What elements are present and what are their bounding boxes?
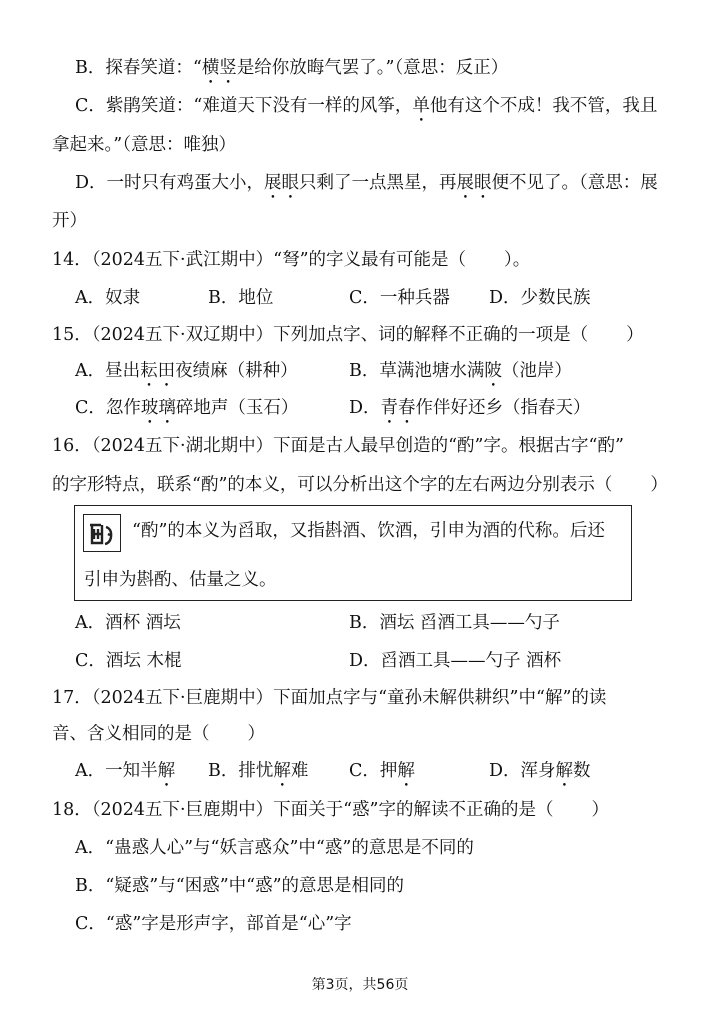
q14-option-c[interactable]: C．一种兵器 — [349, 288, 450, 308]
q14-stem-tail: ）。 — [504, 250, 531, 270]
q15-c-tail: 碎地声（玉石） — [175, 398, 299, 418]
q16-box-line1: “酌”的本义为舀取，又指斟酒、饮酒，引申为酒的代称。后还 — [132, 521, 605, 541]
q13-c-tail: 他有这个不成！我不管，我且 — [429, 96, 658, 116]
q16-option-c[interactable]: C．酒坛 木棍 — [75, 651, 182, 671]
q14-stem — [52, 248, 530, 272]
q13-option-d-line2: 开） — [52, 211, 87, 231]
q15-stem — [52, 323, 644, 347]
q18-stem — [52, 798, 609, 822]
q16-box-line2: 引申为斟酌、估量之义。 — [84, 570, 277, 590]
q17-stem-tail: ） — [247, 724, 265, 744]
q13-d-dotted-2: 展眼 — [456, 173, 492, 193]
q13-c-text: C．紫鹃笑道：“难道天下没有一样的风筝， — [75, 96, 413, 116]
q16-option-d[interactable]: D．舀酒工具——勺子 酒杯 — [349, 651, 562, 671]
q16-stem-line1: 16．（2024五下·湖北期中）下面是古人最早创造的“酌”字。根据古字“酌” — [52, 436, 624, 456]
q13-d-mid: 只剩了一点黑星，再 — [299, 173, 457, 193]
q17-b-text: B．排忧 — [208, 761, 274, 781]
q15-option-d[interactable] — [349, 396, 591, 428]
q18-option-b[interactable]: B．“疑惑”与“困惑”中“惑”的意思是相同的 — [75, 876, 405, 896]
q15-d-tail: 作伴好还乡（指春天） — [415, 398, 591, 418]
q18-option-c[interactable]: C．“惑”字是形声字，部首是“心”字 — [75, 914, 352, 934]
q13-option-c — [75, 94, 657, 126]
q14-option-d[interactable]: D．少数民族 — [489, 288, 591, 308]
q15-option-a[interactable] — [75, 359, 298, 391]
q13-b-tail: 是给你放晦气罢了。”（意思：反正） — [236, 58, 509, 78]
q17-stem-line2 — [52, 722, 265, 746]
q15-option-c[interactable] — [75, 396, 298, 428]
q15-c-dotted: 玻璃 — [140, 398, 176, 418]
q15-d-dotted: 青春 — [380, 398, 416, 418]
q17-d-tail: 数 — [573, 761, 591, 781]
q17-b-tail: 难 — [290, 761, 309, 781]
q15-option-b[interactable] — [349, 359, 572, 391]
q16-option-a[interactable]: A．酒杯 酒坛 — [75, 613, 181, 633]
q13-b-dotted: 横竖 — [201, 58, 237, 78]
q18-stem-text: 18．（2024五下·巨鹿期中）下面关于“惑”字的解读不正确的是（ — [52, 800, 554, 820]
q17-c-text: C．押 — [349, 761, 398, 781]
ancient-zhuo-glyph-icon — [83, 514, 121, 552]
q16-stem-text: 的字形特点，联系“酌”的本义，可以分析出这个字的左右两边分别表示（ — [52, 475, 613, 495]
q17-d-text: D．浑身 — [489, 761, 556, 781]
q16-option-b[interactable]: B．酒坛 舀酒工具——勺子 — [349, 613, 560, 633]
q15-b-tail: （池岸） — [501, 361, 572, 381]
q15-a-tail: 夜绩麻（耕种） — [175, 361, 298, 381]
q15-stem-tail: ） — [626, 325, 644, 345]
q18-stem-tail: ） — [591, 800, 610, 820]
q17-a-dotted: 解 — [157, 761, 176, 781]
q17-option-a[interactable] — [75, 759, 175, 791]
page-number-footer: 第3页，共56页 — [311, 977, 409, 993]
q17-option-d[interactable] — [489, 759, 591, 791]
q16-stem-line2 — [52, 473, 668, 497]
q17-option-c[interactable] — [349, 759, 415, 791]
q15-b-dotted: 陂 — [484, 361, 502, 381]
q13-d-text: D．一时只有鸡蛋大小， — [75, 173, 265, 193]
q17-b-dotted: 解 — [273, 761, 291, 781]
q17-option-b[interactable] — [208, 759, 308, 791]
q15-c-text: C．忽作 — [75, 398, 141, 418]
q17-stem-text: 音、含义相同的是（ — [52, 724, 210, 744]
q17-stem-line1: 17．（2024五下·巨鹿期中）下面加点字与“童孙未解供耕织”中“解”的读 — [52, 688, 607, 708]
q17-d-dotted: 解 — [555, 761, 574, 781]
q15-d-text: D． — [349, 398, 381, 418]
q16-stem-tail: ） — [650, 475, 668, 495]
q13-d-tail: 便不见了。（意思：展 — [491, 173, 658, 193]
q13-option-c-line2: 拿起来。”（意思：唯独） — [52, 135, 236, 155]
q17-c-dotted: 解 — [397, 761, 415, 781]
q14-stem-text: 14．（2024五下·武江期中）“弩”的字义最有可能是（ — [52, 250, 467, 270]
q16-info-box — [74, 505, 632, 601]
q14-option-b[interactable]: B．地位 — [208, 288, 274, 308]
q15-stem-text: 15．（2024五下·双辽期中）下列加点字、词的解释不正确的一项是（ — [52, 325, 589, 345]
q18-option-a[interactable]: A．“蛊惑人心”与“妖言惑众”中“惑”的意思是不同的 — [75, 838, 474, 858]
q14-option-a[interactable]: A．奴隶 — [75, 288, 141, 308]
q13-c-dotted: 单 — [412, 96, 430, 116]
q13-d-dotted-1: 展眼 — [264, 173, 300, 193]
q15-b-text: B．草满池塘水满 — [349, 361, 485, 381]
q13-option-b — [75, 56, 508, 88]
q15-a-text: A．昼出 — [75, 361, 141, 381]
q15-a-dotted: 耘田 — [140, 361, 176, 381]
q13-option-d — [75, 171, 658, 203]
q17-a-text: A．一知半 — [75, 761, 158, 781]
q13-b-text: B．探春笑道：“ — [75, 58, 202, 78]
